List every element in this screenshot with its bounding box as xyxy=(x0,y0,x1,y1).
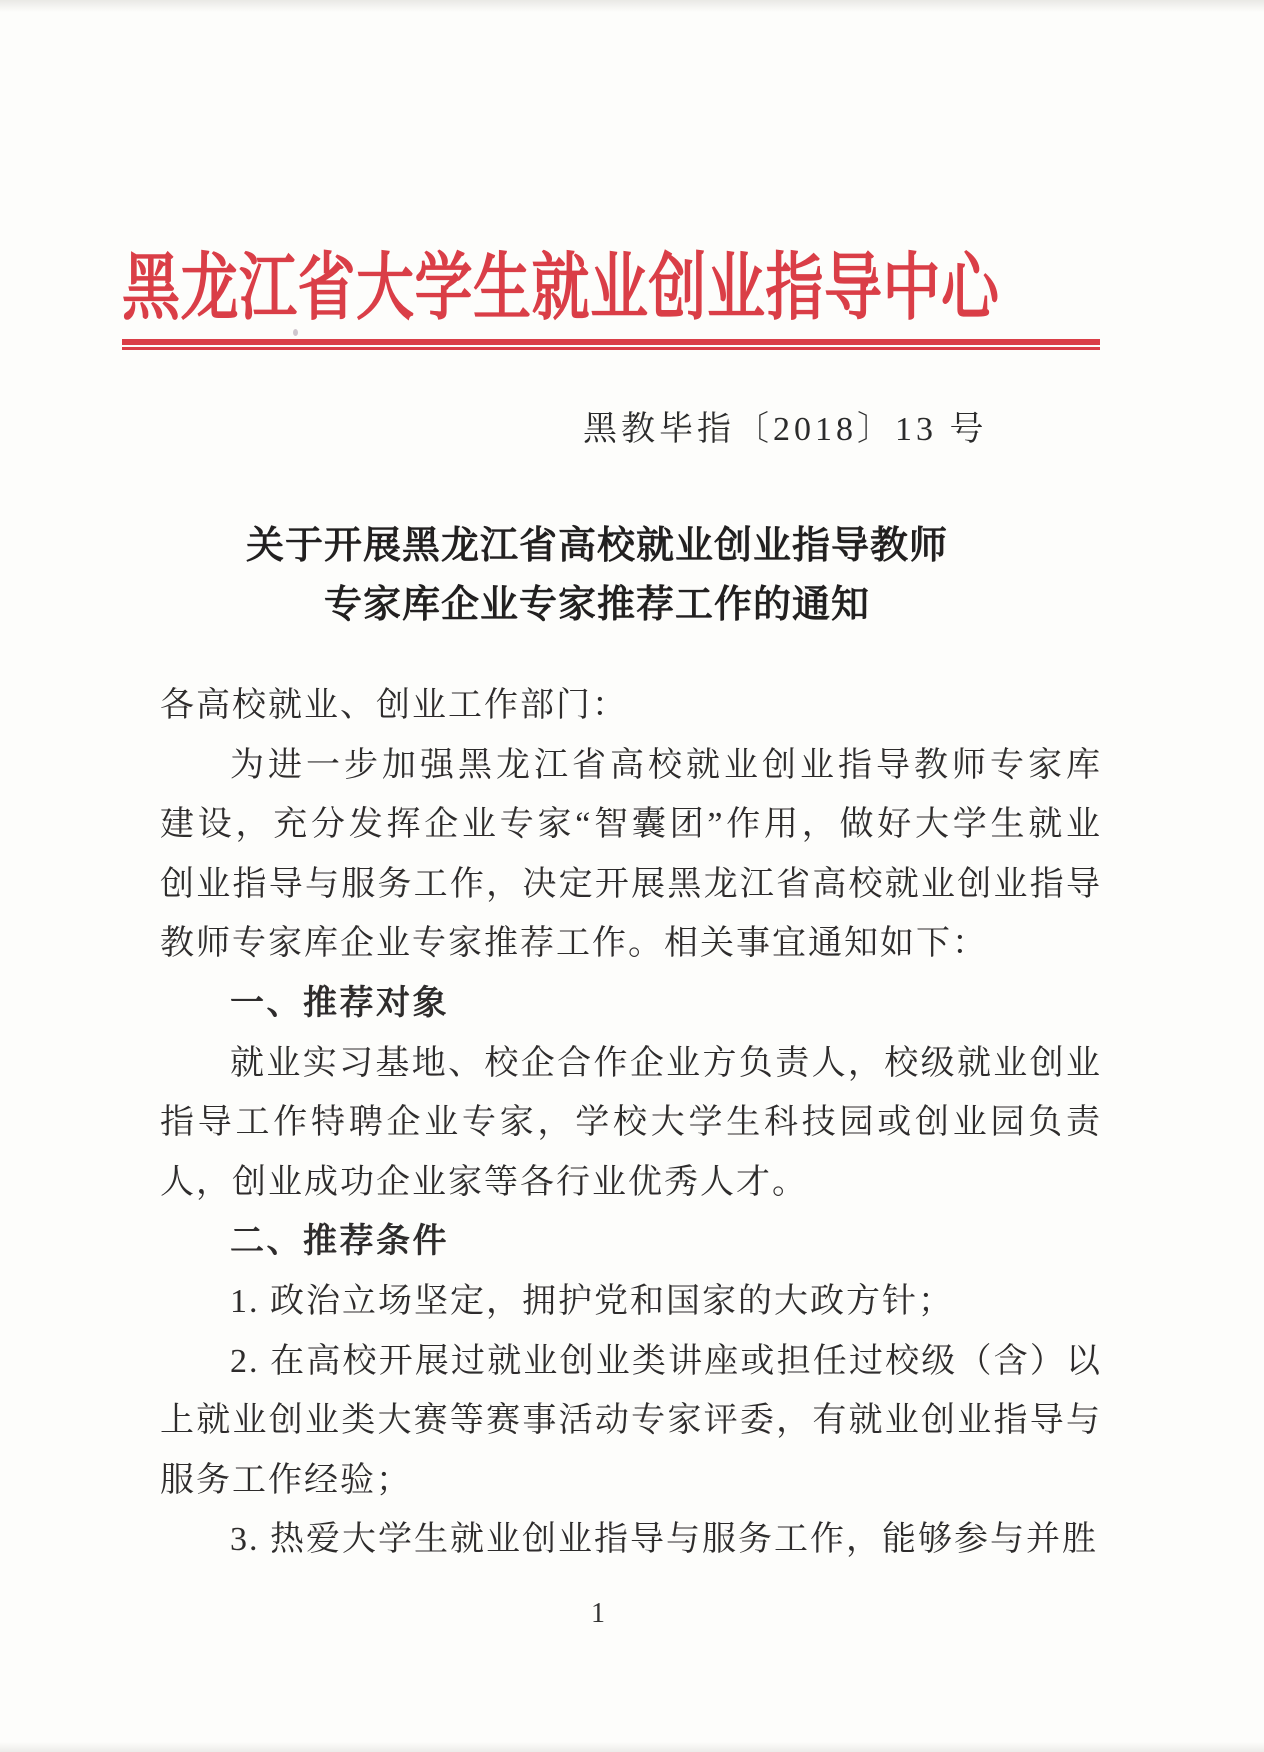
document-number: 黑教毕指〔2018〕13 号 xyxy=(583,411,988,448)
body-text-line: 各高校就业、创业工作部门： xyxy=(160,687,628,724)
body-text-line: 指导工作特聘企业专家，学校大学生科技园或创业园负责 xyxy=(160,1104,1102,1142)
section-heading-line: 一、推荐对象 xyxy=(230,983,449,1022)
body-text-line: 人，创业成功企业家等各行业优秀人才。 xyxy=(160,1163,808,1201)
body-text-line: 建设，充分发挥企业专家“智囊团”作用，做好大学生就业 xyxy=(160,806,1102,844)
body-text-line: 上就业创业类大赛等赛事活动专家评委，有就业创业指导与 xyxy=(160,1402,1102,1440)
body-text-line: 2. 在高校开展过就业创业类讲座或担任过校级（含）以 xyxy=(230,1342,1102,1380)
body-text-line: 教师专家库企业专家推荐工作。相关事宜通知如下： xyxy=(160,925,988,963)
body-text-line: 创业指导与服务工作，决定开展黑龙江省高校就业创业指导 xyxy=(160,865,1102,903)
body-text-line: 1. 政治立场坚定，拥护党和国家的大政方针； xyxy=(230,1282,954,1320)
body-text-line: 3. 热爱大学生就业创业指导与服务工作，能够参与并胜 xyxy=(230,1521,1098,1559)
scan-artifact-speck xyxy=(293,329,298,336)
notice-body xyxy=(160,676,1102,1570)
letterhead-org-name: 黑龙江省大学生就业创业指导中心 xyxy=(122,246,1000,329)
letterhead-divider xyxy=(122,339,1100,350)
divider-thick-line xyxy=(122,339,1100,345)
section-heading-line: 二、推荐条件 xyxy=(230,1222,449,1261)
body-text-line: 就业实习基地、校企合作企业方负责人，校级就业创业 xyxy=(230,1044,1102,1082)
page-number: 1 xyxy=(591,1598,605,1629)
divider-thin-line xyxy=(122,347,1100,350)
notice-title-line-2: 专家库企业专家推荐工作的通知 xyxy=(323,584,870,626)
notice-title xyxy=(122,517,1072,635)
notice-title-line-1: 关于开展黑龙江省高校就业创业指导教师 xyxy=(245,525,948,567)
body-text-line: 为进一步加强黑龙江省高校就业创业指导教师专家库 xyxy=(230,746,1102,784)
body-text-line: 服务工作经验； xyxy=(160,1461,412,1499)
